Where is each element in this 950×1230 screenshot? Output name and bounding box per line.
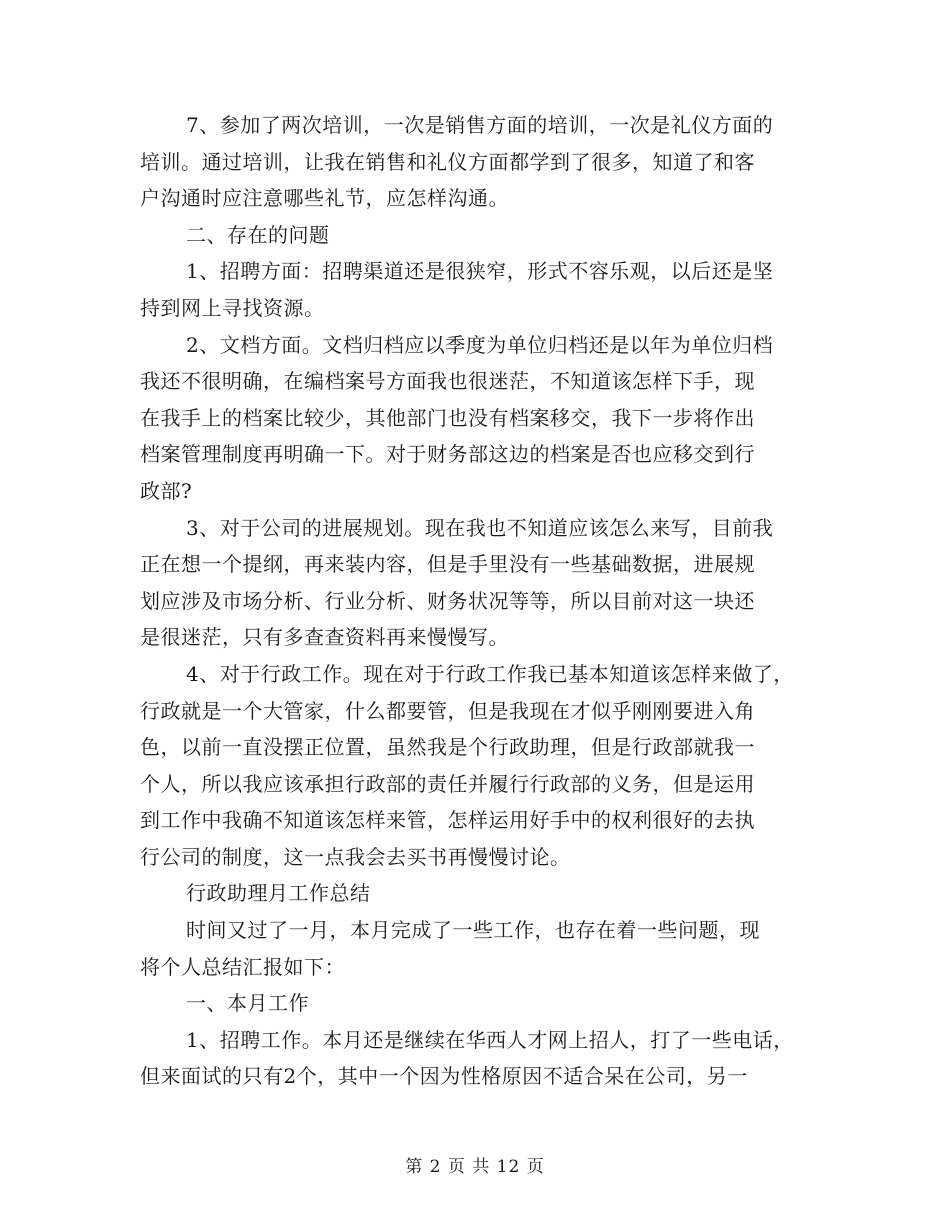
text-line: 户沟通时应注意哪些礼节，应怎样沟通。 [140, 186, 509, 211]
text-line: 1、招聘方面：招聘渠道还是很狭窄，形式不容乐观，以后还是坚 [186, 259, 774, 284]
text-line: 1、招聘工作。本月还是继续在华西人才网上招人，打了一些电话， [186, 1027, 794, 1052]
text-line: 但来面试的只有2个，其中一个因为性格原因不适合呆在公司，另一 [140, 1064, 748, 1089]
text-line: 政部? [140, 478, 193, 503]
text-line: 是很迷茫，只有多查查资料再来慢慢写。 [140, 625, 509, 650]
text-line: 行政就是一个大管家，什么都要管，但是我现在才似乎刚刚要进入角 [140, 698, 755, 723]
text-line: 正在想一个提纲，再来装内容，但是手里没有一些基础数据，进展规 [140, 552, 755, 577]
text-line: 行公司的制度，这一点我会去买书再慢慢讨论。 [140, 844, 571, 869]
text-line: 培训。通过培训，让我在销售和礼仪方面都学到了很多，知道了和客 [140, 149, 755, 174]
text-line: 将个人总结汇报如下： [140, 954, 345, 979]
text-line: 行政助理月工作总结 [186, 881, 371, 906]
page-footer: 第 2 页 共 12 页 [405, 1157, 545, 1177]
text-line: 4、对于行政工作。现在对于行政工作我已基本知道该怎样来做了， [186, 661, 794, 686]
text-line: 一、本月工作 [186, 991, 309, 1016]
text-line: 3、对于公司的进展规划。现在我也不知道应该怎么来写，目前我 [186, 515, 774, 540]
text-line: 7、参加了两次培训，一次是销售方面的培训，一次是礼仪方面的 [186, 113, 774, 137]
text-line: 时间又过了一月，本月完成了一些工作，也存在着一些问题，现 [186, 918, 760, 943]
text-line: 到工作中我确不知道该怎样来管，怎样运用好手中的权利很好的去执 [140, 808, 755, 833]
text-line: 色，以前一直没摆正位置，虽然我是个行政助理，但是行政部就我一 [140, 735, 755, 760]
document-body [140, 107, 840, 1095]
text-line: 在我手上的档案比较少，其他部门也没有档案移交，我下一步将作出 [140, 405, 755, 430]
text-line: 个人，所以我应该承担行政部的责任并履行行政部的义务，但是运用 [140, 771, 755, 796]
text-line: 档案管理制度再明确一下。对于财务部这边的档案是否也应移交到行 [140, 442, 755, 467]
text-line: 划应涉及市场分析、行业分析、财务状况等等，所以目前对这一块还 [140, 588, 755, 613]
text-line: 2、文档方面。文档归档应以季度为单位归档还是以年为单位归档 [186, 332, 774, 357]
text-line: 持到网上寻找资源。 [140, 295, 325, 320]
text-line: 我还不很明确，在编档案号方面我也很迷茫，不知道该怎样下手，现 [140, 369, 755, 394]
text-line: 二、存在的问题 [186, 222, 330, 247]
